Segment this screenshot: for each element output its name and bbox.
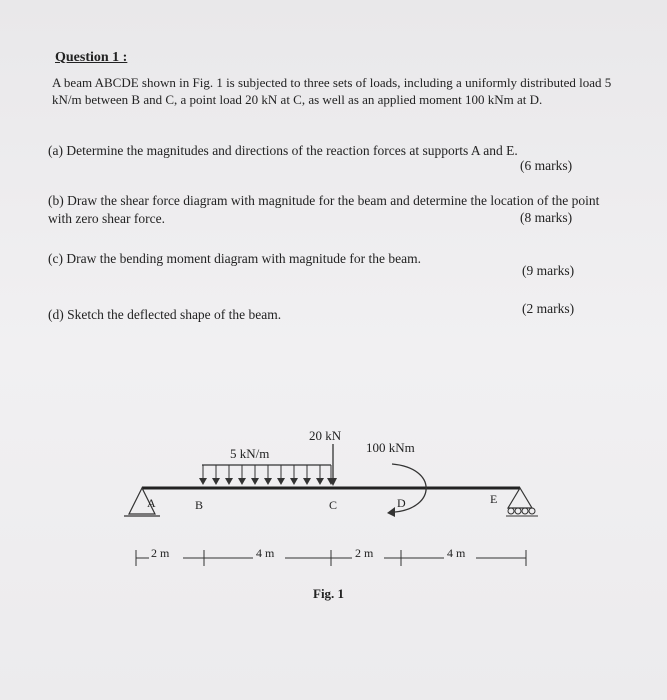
point-label-c: C <box>329 498 338 512</box>
span-label-de: 4 m <box>447 546 466 560</box>
question-title: Question 1 : <box>55 50 128 65</box>
point-load-label: 20 kN <box>309 428 342 443</box>
moment-label: 100 kNm <box>366 440 415 455</box>
udl-arrows <box>199 465 335 485</box>
part-b-marks: (8 marks) <box>520 210 573 225</box>
moment-arrow <box>387 464 426 517</box>
part-c-marks: (9 marks) <box>522 263 575 278</box>
point-label-d: D <box>397 496 406 510</box>
point-label-a: A <box>147 496 156 510</box>
roller-support-e <box>506 488 538 516</box>
part-a-marks: (6 marks) <box>520 158 573 173</box>
part-b-text: (b) Draw the shear force diagram with magnitude for the beam and determine the location of the point with zero shear force. <box>48 193 600 226</box>
part-a-text: (a) Determine the magnitudes and directions of the reaction forces at supports A and E. <box>48 143 518 158</box>
figure-caption: Fig. 1 <box>313 586 345 601</box>
span-label-cd: 2 m <box>355 546 374 560</box>
span-label-bc: 4 m <box>256 546 275 560</box>
point-label-b: B <box>195 498 204 512</box>
udl-label: 5 kN/m <box>230 446 270 461</box>
part-d-text: (d) Sketch the deflected shape of the beam. <box>48 307 282 322</box>
part-d-marks: (2 marks) <box>522 301 575 316</box>
span-label-ab: 2 m <box>151 546 170 560</box>
question-intro: A beam ABCDE shown in Fig. 1 is subjected to three sets of loads, including a uniformly distributed load 5 kN/m between B and C, a point load 20 kN at C, as well as an applied moment 100 kNm at D. <box>52 75 612 107</box>
part-c-text: (c) Draw the bending moment diagram with magnitude for the beam. <box>48 251 422 266</box>
point-label-e: E <box>490 492 498 506</box>
